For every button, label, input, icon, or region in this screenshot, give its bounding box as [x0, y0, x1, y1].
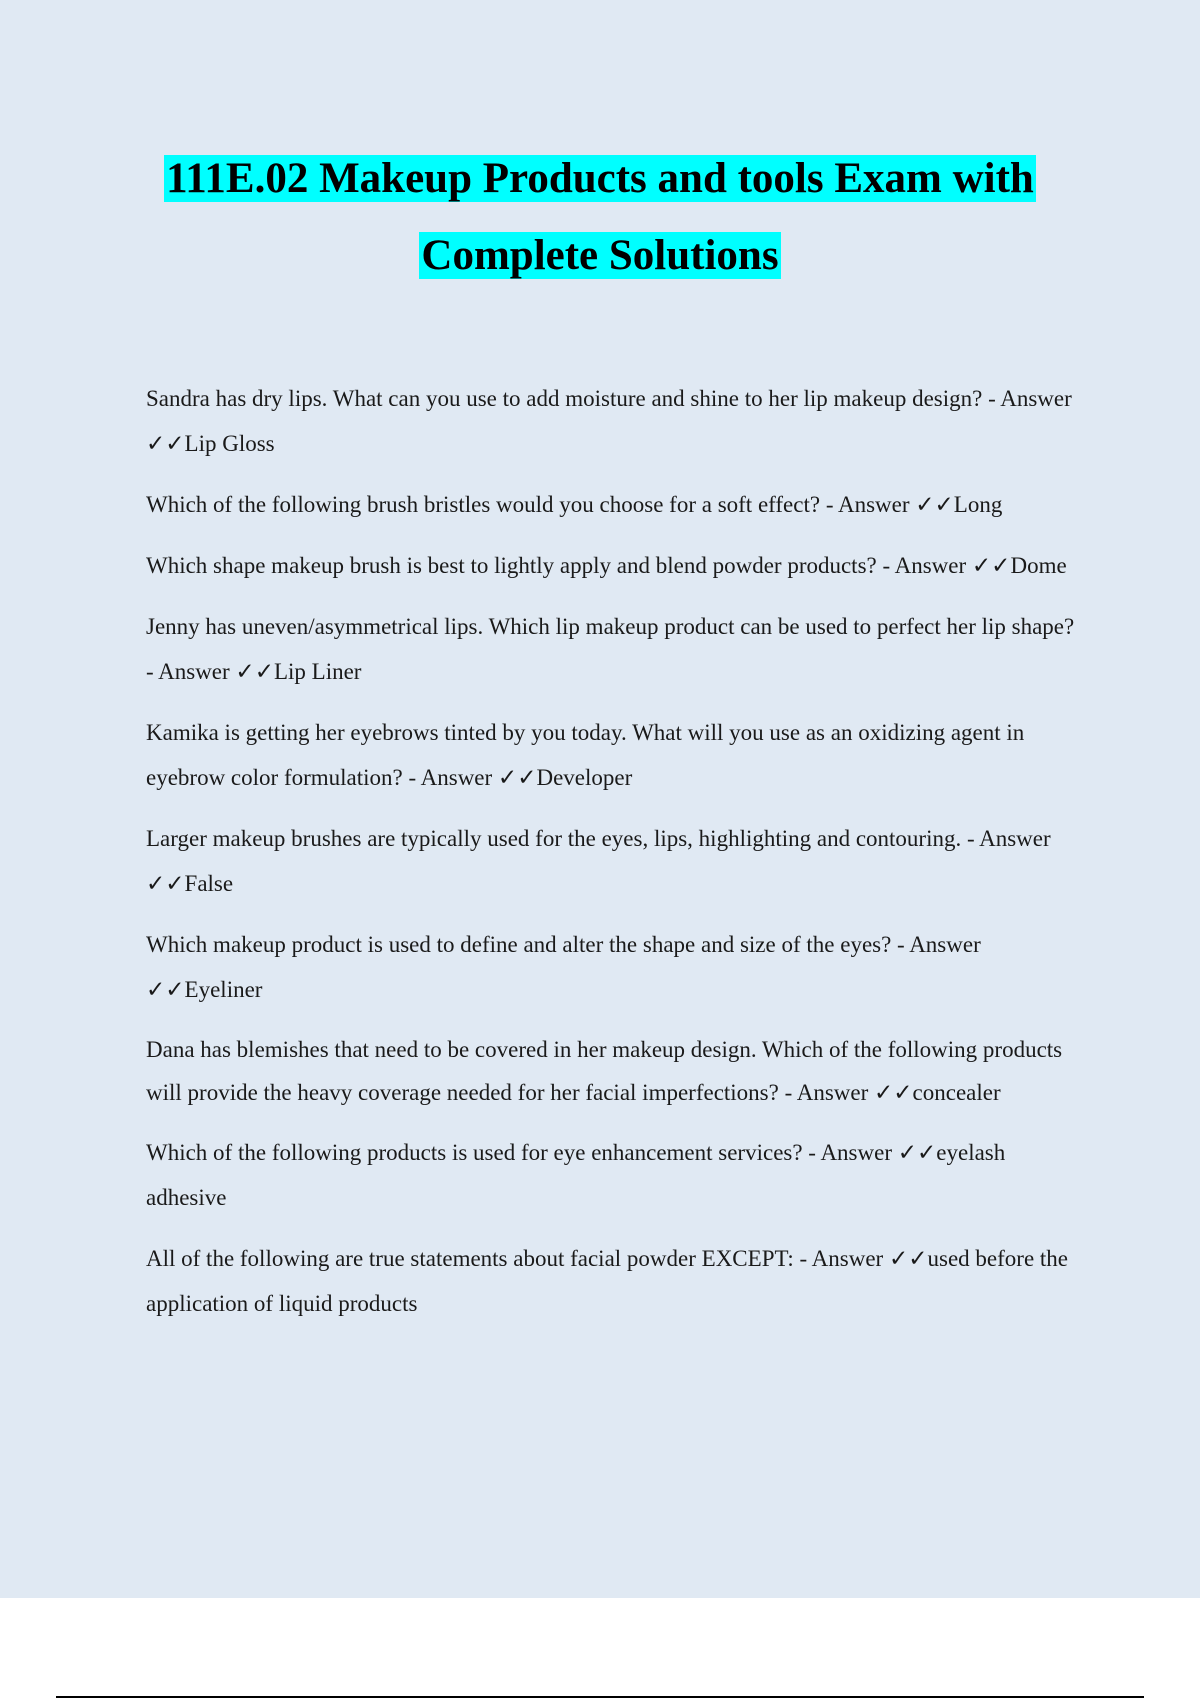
qa-item: Which of the following brush bristles would you choose for a soft effect? - Answer ✓✓Long	[146, 492, 1003, 517]
qa-item: Larger makeup brushes are typically used for the eyes, lips, highlighting and contouring. - Answer ✓✓False	[146, 826, 1051, 896]
qa-item: Sandra has dry lips. What can you use to add moisture and shine to her lip makeup design? - Answer ✓✓Lip Gloss	[146, 386, 1072, 456]
qa-item: Jenny has uneven/asymmetrical lips. Which lip makeup product can be used to perfect her lip shape? - Answer ✓✓Lip Liner	[146, 614, 1075, 684]
qa-item: Kamika is getting her eyebrows tinted by you today. What will you use as an oxidizing agent in eyebrow color formulation? - Answer ✓✓Developer	[146, 720, 1025, 790]
page-title	[0, 140, 1200, 294]
qa-item: Dana has blemishes that need to be covered in her makeup design. Which of the following products will provide the heavy coverage needed for her facial imperfections? - Answer ✓✓concealer	[146, 1037, 1063, 1105]
footer-divider	[56, 1696, 1144, 1698]
question-answer-list	[146, 376, 1086, 1342]
title-line-2: Complete Solutions	[421, 232, 779, 279]
qa-item: Which makeup product is used to define and alter the shape and size of the eyes? - Answer ✓✓Eyeliner	[146, 932, 981, 1002]
qa-item: All of the following are true statements about facial powder EXCEPT: - Answer ✓✓used before the application of liquid products	[146, 1246, 1068, 1316]
qa-item: Which shape makeup brush is best to lightly apply and blend powder products? - Answer ✓✓Dome	[146, 553, 1067, 578]
title-line-1: 111E.02 Makeup Products and tools Exam with	[166, 155, 1034, 202]
qa-item: Which of the following products is used for eye enhancement services? - Answer ✓✓eyelash adhesive	[146, 1140, 1006, 1210]
